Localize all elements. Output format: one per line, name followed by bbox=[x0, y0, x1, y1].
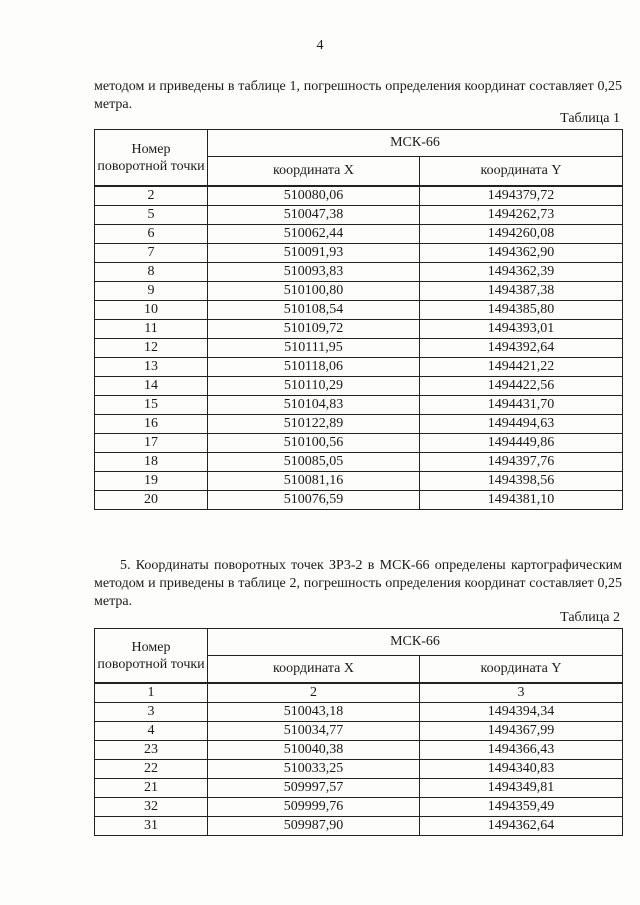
point-number-cell: 11 bbox=[95, 320, 208, 339]
coordinate-x-cell: 510085,05 bbox=[208, 453, 420, 472]
coordinate-y-cell: 1494393,01 bbox=[420, 320, 623, 339]
point-number-cell: 9 bbox=[95, 282, 208, 301]
coordinate-y-cell: 1494381,10 bbox=[420, 491, 623, 510]
coordinate-x-cell: 510109,72 bbox=[208, 320, 420, 339]
coordinate-x-cell: 510110,29 bbox=[208, 377, 420, 396]
table-row bbox=[95, 377, 623, 396]
point-number-cell: 3 bbox=[95, 703, 208, 722]
table-2-caption: Таблица 2 bbox=[560, 610, 620, 625]
coordinate-y-cell: 1494392,64 bbox=[420, 339, 623, 358]
point-number-cell: 15 bbox=[95, 396, 208, 415]
table-row bbox=[95, 760, 623, 779]
point-number-cell: 23 bbox=[95, 741, 208, 760]
point-number-cell: 17 bbox=[95, 434, 208, 453]
table-row bbox=[95, 817, 623, 836]
table-2-body bbox=[95, 703, 623, 836]
table-row bbox=[95, 491, 623, 510]
point-number-cell: 8 bbox=[95, 263, 208, 282]
column-number: 3 bbox=[420, 683, 623, 703]
table-row bbox=[95, 434, 623, 453]
point-number-cell: 12 bbox=[95, 339, 208, 358]
coordinate-y-cell: 1494340,83 bbox=[420, 760, 623, 779]
header-coordinate-y: координата Y bbox=[420, 656, 623, 684]
coordinate-x-cell: 510080,06 bbox=[208, 186, 420, 206]
table-row bbox=[95, 396, 623, 415]
point-number-cell: 22 bbox=[95, 760, 208, 779]
header-point-number: Номер поворотной точки bbox=[95, 629, 208, 684]
point-number-cell: 7 bbox=[95, 244, 208, 263]
coordinate-x-cell: 510100,80 bbox=[208, 282, 420, 301]
coordinate-x-cell: 510040,38 bbox=[208, 741, 420, 760]
coordinate-x-cell: 510108,54 bbox=[208, 301, 420, 320]
point-number-cell: 32 bbox=[95, 798, 208, 817]
coordinate-y-cell: 1494359,49 bbox=[420, 798, 623, 817]
coordinate-x-cell: 510034,77 bbox=[208, 722, 420, 741]
coordinate-x-cell: 509987,90 bbox=[208, 817, 420, 836]
coordinate-x-cell: 510100,56 bbox=[208, 434, 420, 453]
column-number: 2 bbox=[208, 683, 420, 703]
coordinate-y-cell: 1494366,43 bbox=[420, 741, 623, 760]
table-row bbox=[95, 339, 623, 358]
table-row bbox=[95, 741, 623, 760]
table-row bbox=[95, 263, 623, 282]
header-point-number: Номер поворотной точки bbox=[95, 130, 208, 187]
point-number-cell: 5 bbox=[95, 206, 208, 225]
header-coordinate-y: координата Y bbox=[420, 157, 623, 187]
point-number-cell: 18 bbox=[95, 453, 208, 472]
table-row bbox=[95, 225, 623, 244]
coordinate-y-cell: 1494379,72 bbox=[420, 186, 623, 206]
coordinate-y-cell: 1494260,08 bbox=[420, 225, 623, 244]
coordinate-x-cell: 510081,16 bbox=[208, 472, 420, 491]
coordinate-x-cell: 510111,95 bbox=[208, 339, 420, 358]
coordinate-y-cell: 1494421,22 bbox=[420, 358, 623, 377]
coordinate-y-cell: 1494362,90 bbox=[420, 244, 623, 263]
coordinate-x-cell: 510062,44 bbox=[208, 225, 420, 244]
coordinate-x-cell: 510093,83 bbox=[208, 263, 420, 282]
coordinate-y-cell: 1494385,80 bbox=[420, 301, 623, 320]
point-number-cell: 19 bbox=[95, 472, 208, 491]
coordinate-x-cell: 509997,57 bbox=[208, 779, 420, 798]
coordinate-y-cell: 1494367,99 bbox=[420, 722, 623, 741]
point-number-cell: 6 bbox=[95, 225, 208, 244]
table-row bbox=[95, 244, 623, 263]
paragraph-1: методом и приведены в таблице 1, погрешность определения координат составляет 0,25 метра. bbox=[94, 79, 622, 112]
coordinates-table-2 bbox=[94, 628, 623, 836]
header-system: МСК-66 bbox=[208, 130, 623, 157]
point-number-cell: 20 bbox=[95, 491, 208, 510]
coordinate-x-cell: 510091,93 bbox=[208, 244, 420, 263]
table-row bbox=[95, 186, 623, 206]
coordinate-y-cell: 1494398,56 bbox=[420, 472, 623, 491]
point-number-cell: 14 bbox=[95, 377, 208, 396]
column-number: 1 bbox=[95, 683, 208, 703]
header-system: МСК-66 bbox=[208, 629, 623, 656]
page-number: 4 bbox=[316, 38, 324, 53]
table-row bbox=[95, 703, 623, 722]
coordinate-y-cell: 1494362,64 bbox=[420, 817, 623, 836]
coordinate-y-cell: 1494362,39 bbox=[420, 263, 623, 282]
point-number-cell: 10 bbox=[95, 301, 208, 320]
table-row bbox=[95, 301, 623, 320]
table-row bbox=[95, 798, 623, 817]
point-number-cell: 21 bbox=[95, 779, 208, 798]
coordinate-y-cell: 1494387,38 bbox=[420, 282, 623, 301]
coordinate-x-cell: 510104,83 bbox=[208, 396, 420, 415]
coordinate-x-cell: 510118,06 bbox=[208, 358, 420, 377]
coordinate-x-cell: 509999,76 bbox=[208, 798, 420, 817]
table-row bbox=[95, 722, 623, 741]
table-row bbox=[95, 453, 623, 472]
coordinates-table-1 bbox=[94, 129, 623, 510]
coordinate-x-cell: 510076,59 bbox=[208, 491, 420, 510]
coordinate-y-cell: 1494494,63 bbox=[420, 415, 623, 434]
coordinate-y-cell: 1494397,76 bbox=[420, 453, 623, 472]
coordinate-x-cell: 510122,89 bbox=[208, 415, 420, 434]
table-row bbox=[95, 320, 623, 339]
paragraph-2: 5. Координаты поворотных точек ЗР3-2 в МСК-66 определены картографическим методом и приведены в таблице 2, погрешность определения координат составляет 0,25 метра. bbox=[94, 558, 622, 609]
table-1-body bbox=[95, 186, 623, 510]
coordinate-y-cell: 1494394,34 bbox=[420, 703, 623, 722]
table-row bbox=[95, 779, 623, 798]
coordinate-y-cell: 1494449,86 bbox=[420, 434, 623, 453]
table-1-caption: Таблица 1 bbox=[560, 111, 620, 126]
point-number-cell: 2 bbox=[95, 186, 208, 206]
point-number-cell: 31 bbox=[95, 817, 208, 836]
point-number-cell: 4 bbox=[95, 722, 208, 741]
table-row bbox=[95, 358, 623, 377]
coordinate-x-cell: 510033,25 bbox=[208, 760, 420, 779]
point-number-cell: 16 bbox=[95, 415, 208, 434]
header-coordinate-x: координата X bbox=[208, 656, 420, 684]
table-row bbox=[95, 415, 623, 434]
coordinate-y-cell: 1494349,81 bbox=[420, 779, 623, 798]
coordinate-x-cell: 510043,18 bbox=[208, 703, 420, 722]
coordinate-y-cell: 1494262,73 bbox=[420, 206, 623, 225]
coordinate-y-cell: 1494431,70 bbox=[420, 396, 623, 415]
table-row bbox=[95, 472, 623, 491]
coordinate-x-cell: 510047,38 bbox=[208, 206, 420, 225]
coordinate-y-cell: 1494422,56 bbox=[420, 377, 623, 396]
header-coordinate-x: координата X bbox=[208, 157, 420, 187]
table-row bbox=[95, 282, 623, 301]
point-number-cell: 13 bbox=[95, 358, 208, 377]
table-row bbox=[95, 206, 623, 225]
